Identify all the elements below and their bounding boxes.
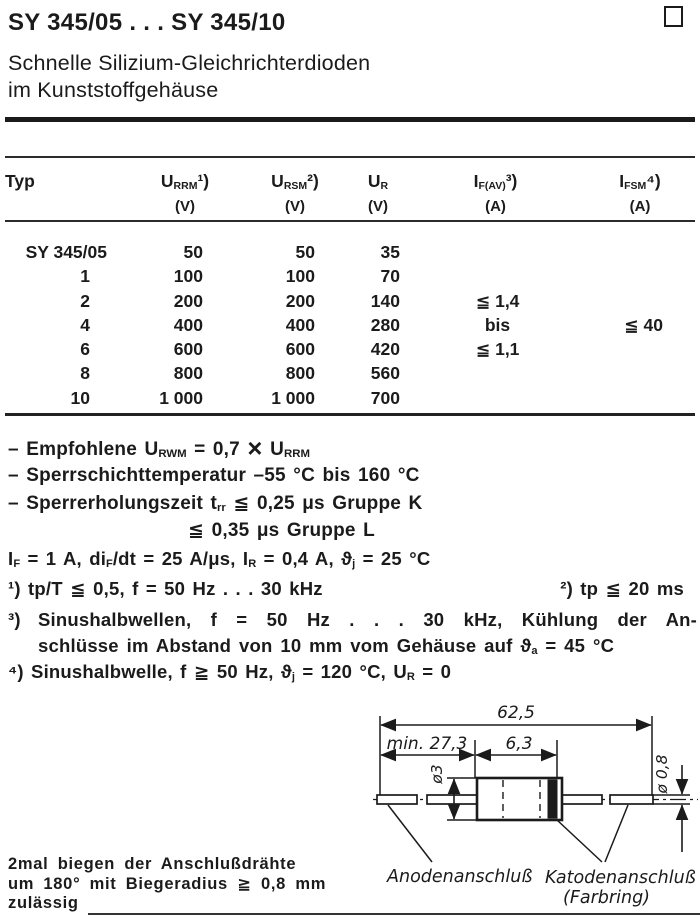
cell-ifsm: ≦ 40 bbox=[624, 314, 663, 335]
cell-urrm: 200 bbox=[173, 290, 203, 311]
subtitle-line-1: Schnelle Silizium-Gleichrichterdioden bbox=[8, 51, 371, 75]
header-sup: ³) bbox=[505, 171, 518, 191]
cell-ur: 35 bbox=[380, 242, 400, 262]
text-seg: × bbox=[247, 435, 263, 463]
header-unit: (V) bbox=[368, 197, 388, 215]
text-seg: = 0 bbox=[414, 661, 452, 682]
header-sup: ¹) bbox=[197, 171, 210, 191]
label-cathode-farbring: (Farbring) bbox=[563, 888, 651, 908]
bend-note-line-2: um 180° mit Biegeradius ≧ 0,8 mm bbox=[8, 874, 327, 893]
cell-ur: 560 bbox=[370, 363, 400, 384]
header-sub: RSM bbox=[283, 179, 308, 192]
checkbox-mark bbox=[664, 6, 683, 27]
footnote-3-marker: ³) bbox=[8, 609, 21, 630]
spec-table-body bbox=[5, 240, 695, 410]
text-seg: RWM bbox=[158, 448, 187, 460]
page-title: SY 345/05 . . . SY 345/10 bbox=[8, 9, 286, 36]
cell-ursm: 200 bbox=[285, 290, 315, 311]
spec-table-header bbox=[5, 171, 695, 217]
rule-table-top bbox=[5, 156, 695, 158]
text-seg: = 120 °C, U bbox=[295, 661, 407, 682]
cell-typ: 1 bbox=[80, 266, 90, 287]
cell-typ: 10 bbox=[70, 387, 90, 408]
cell-ifav: ≦ 1,4 bbox=[475, 290, 520, 311]
text-seg: = 25 °C bbox=[355, 548, 431, 569]
cell-ur: 700 bbox=[370, 387, 400, 408]
cell-urrm: 100 bbox=[173, 266, 203, 287]
subtitle-line-2: im Kunststoffgehäuse bbox=[8, 77, 219, 102]
cell-urrm: 400 bbox=[173, 314, 203, 335]
cell-typ: 8 bbox=[80, 363, 90, 384]
cell-ifsm bbox=[595, 289, 692, 313]
header-unit: (A) bbox=[629, 197, 651, 215]
header-sub: FSM bbox=[624, 179, 647, 192]
leader-line-cathode-lead bbox=[605, 805, 628, 862]
column-header-ur bbox=[350, 171, 406, 217]
text-seg: = 0,7 bbox=[186, 438, 248, 460]
text-seg: ¹) tp/T ≦ 0,5, f = 50 Hz . . . 30 kHz bbox=[8, 578, 323, 599]
page-subtitle bbox=[8, 50, 370, 103]
table-row bbox=[5, 264, 695, 288]
cell-ifsm bbox=[595, 337, 692, 361]
text-seg: R bbox=[406, 670, 415, 683]
header-unit: (V) bbox=[285, 197, 305, 215]
note-recovery-time-k bbox=[8, 492, 422, 520]
header-text: U bbox=[367, 171, 381, 191]
bend-note-line-3: zulässig bbox=[8, 894, 79, 912]
label-cathode: Katodenanschluß bbox=[545, 868, 696, 888]
cathode-band bbox=[548, 780, 558, 819]
table-row bbox=[5, 289, 695, 313]
cell-ifsm bbox=[595, 264, 692, 288]
text-seg: F bbox=[106, 557, 113, 570]
cell-ursm: 50 bbox=[295, 242, 315, 262]
header-text: U bbox=[160, 171, 174, 191]
text-seg: ≦ 0,25 μs Gruppe K bbox=[225, 493, 423, 514]
table-row bbox=[5, 313, 695, 337]
text-seg: = 0,4 A, ϑ bbox=[256, 548, 353, 569]
text-seg: F bbox=[13, 557, 21, 570]
footnote-2 bbox=[560, 577, 684, 601]
dimension-total-label: 62,5 bbox=[497, 703, 535, 723]
header-text: Typ bbox=[5, 171, 35, 191]
cell-ifsm bbox=[595, 386, 692, 410]
text-seg: j bbox=[352, 557, 356, 570]
table-row bbox=[5, 361, 695, 385]
footnote-3-line-1 bbox=[8, 608, 697, 632]
label-anode: Anodenanschluß bbox=[387, 867, 533, 887]
cell-urrm: 1 000 bbox=[159, 387, 203, 408]
header-unit: (V) bbox=[175, 197, 195, 215]
leader-line-anode bbox=[388, 805, 432, 862]
footnote-1 bbox=[8, 577, 323, 601]
cell-ifav bbox=[400, 361, 595, 385]
cell-typ: 2 bbox=[80, 290, 90, 311]
cell-typ: 6 bbox=[80, 339, 90, 360]
cell-ifav: bis bbox=[484, 314, 511, 335]
header-sub: R bbox=[380, 179, 389, 192]
cell-urrm: 50 bbox=[183, 242, 203, 262]
table-row bbox=[5, 240, 695, 264]
cell-ur: 70 bbox=[380, 266, 400, 287]
cell-ifav bbox=[400, 264, 595, 288]
column-header-typ bbox=[5, 171, 130, 217]
text-seg: j bbox=[291, 670, 295, 683]
text-seg: = 1 A, di bbox=[20, 548, 107, 569]
lead-left-outer bbox=[377, 795, 417, 804]
text-seg: – Sperrerholungszeit t bbox=[8, 493, 217, 514]
cell-urrm: 800 bbox=[173, 363, 203, 384]
rule-table-bottom bbox=[5, 413, 695, 416]
cell-ursm: 400 bbox=[285, 314, 315, 335]
cell-ifav: ≦ 1,1 bbox=[475, 339, 520, 360]
footnote-3-line-2 bbox=[38, 634, 614, 663]
column-header-ifav bbox=[406, 171, 585, 217]
text-seg: ²) tp ≦ 20 ms bbox=[560, 578, 684, 599]
footnote-3-text: Sinushalbwellen, f = 50 Hz . . . 30 kHz, Kühlung der An- bbox=[38, 609, 697, 630]
cell-ursm: 1 000 bbox=[271, 387, 315, 408]
lead-right-outer bbox=[610, 795, 653, 804]
text-seg: rr bbox=[217, 502, 226, 515]
cell-ifav bbox=[400, 240, 595, 264]
table-row bbox=[5, 386, 695, 410]
dimension-lead-label: min. 27,3 bbox=[386, 734, 468, 754]
lead-right-inner bbox=[562, 795, 602, 804]
note-junction-temperature bbox=[8, 464, 420, 488]
cell-ursm: 800 bbox=[285, 363, 315, 384]
header-text: I bbox=[619, 171, 625, 191]
note-recommended-urwm bbox=[8, 437, 310, 466]
text-seg: RRM bbox=[284, 448, 310, 460]
cell-ursm: 100 bbox=[285, 266, 315, 287]
note-recovery-time-l bbox=[188, 519, 375, 543]
cell-typ: SY 345/05 bbox=[25, 242, 107, 262]
dimension-wire-label: ø 0,8 bbox=[653, 754, 671, 794]
header-sup: ²) bbox=[307, 171, 319, 191]
header-sub: RRM bbox=[173, 179, 198, 192]
column-header-urrm bbox=[130, 171, 240, 217]
note-test-conditions bbox=[8, 547, 430, 576]
cell-typ: 4 bbox=[80, 314, 90, 335]
footnote-row-1-2 bbox=[8, 577, 684, 601]
header-unit: (A) bbox=[485, 197, 506, 215]
text-seg: ≦ 0,35 μs Gruppe L bbox=[188, 520, 375, 541]
cell-ur: 420 bbox=[370, 339, 400, 360]
cell-urrm: 600 bbox=[173, 339, 203, 360]
lead-left-inner bbox=[427, 795, 477, 804]
cell-ifsm bbox=[595, 240, 692, 264]
table-row bbox=[5, 337, 695, 361]
dimension-diameter-label: ø3 bbox=[428, 764, 446, 784]
text-seg: – Empfohlene U bbox=[8, 438, 159, 460]
package-drawing bbox=[330, 690, 700, 918]
dimension-body-label: 6,3 bbox=[505, 734, 533, 754]
cell-ifav bbox=[400, 386, 595, 410]
column-header-ursm bbox=[240, 171, 350, 217]
text-seg: /dt = 25 A/μs, I bbox=[112, 548, 249, 569]
header-text: I bbox=[473, 171, 479, 191]
header-text: U bbox=[271, 171, 284, 191]
cell-ifsm bbox=[595, 361, 692, 385]
text-seg: U bbox=[262, 438, 284, 460]
bend-note-line-1: 2mal biegen der Anschlußdrähte bbox=[8, 855, 297, 873]
header-sup: ⁴) bbox=[646, 171, 661, 191]
cell-ur: 280 bbox=[370, 314, 400, 335]
text-seg: a bbox=[531, 644, 538, 657]
text-seg: R bbox=[248, 557, 257, 570]
bend-note bbox=[8, 855, 326, 914]
text-seg: ⁴) Sinushalbwelle, f ≧ 50 Hz, ϑ bbox=[8, 661, 292, 682]
text-seg: – Sperrschichttemperatur –55 °C bis 160 °C bbox=[8, 465, 420, 486]
cell-ur: 140 bbox=[370, 290, 400, 311]
cell-ursm: 600 bbox=[285, 339, 315, 360]
rule-heavy bbox=[5, 117, 695, 122]
text-seg: I bbox=[8, 548, 14, 569]
header-sub: F(AV) bbox=[478, 179, 506, 192]
column-header-ifsm bbox=[585, 171, 695, 217]
footnote-4 bbox=[8, 660, 451, 689]
rule-header-bottom bbox=[5, 220, 695, 222]
text-seg: = 45 °C bbox=[537, 635, 615, 656]
text-seg: schlüsse im Abstand von 10 mm vom Gehäuse auf ϑ bbox=[38, 635, 532, 656]
leader-line-cathode-band bbox=[557, 820, 602, 862]
